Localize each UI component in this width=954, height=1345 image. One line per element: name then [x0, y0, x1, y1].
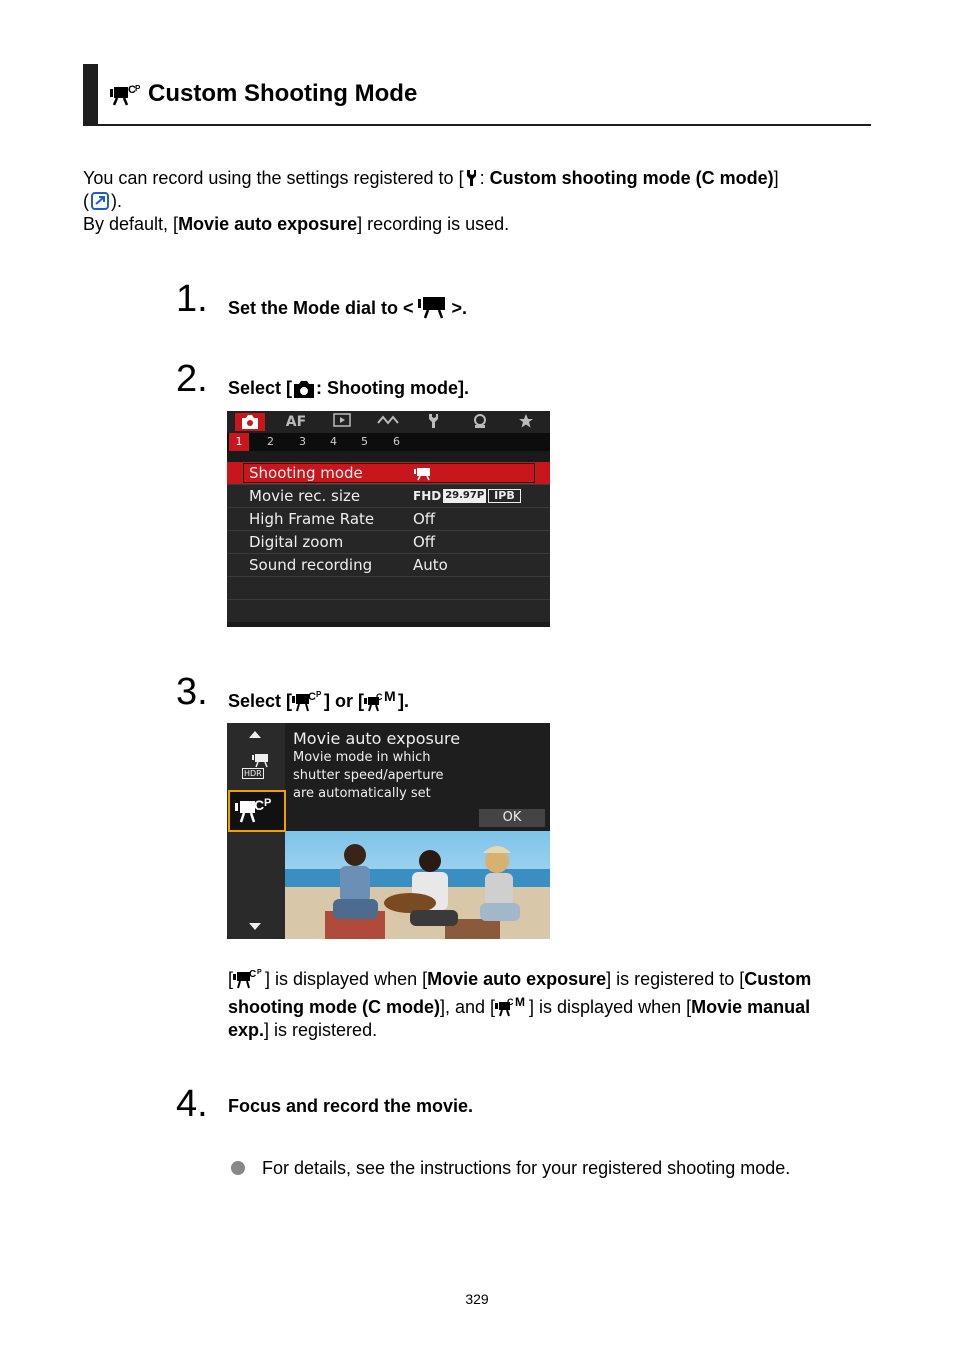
menu-tab-bar: [227, 411, 550, 433]
tab-af[interactable]: AF: [285, 414, 307, 430]
menu-row-movie-rec-size[interactable]: [227, 485, 550, 508]
svg-text:P: P: [316, 690, 322, 699]
wrench-icon: [427, 413, 441, 429]
movie-mode-icon[interactable]: [251, 752, 271, 768]
step-4-text: Focus and record the movie.: [228, 1096, 474, 1116]
tab-setup[interactable]: [425, 413, 443, 431]
intro-text: You can record using the settings registered to [: [83, 168, 464, 188]
page-5[interactable]: 5: [361, 435, 368, 448]
intro-line-2: [83, 190, 122, 213]
bullet-text: For details, see the instructions for your registered shooting mode.: [262, 1158, 791, 1178]
movie-custom-m-icon: [495, 995, 529, 1017]
movie-mode-icon: [416, 296, 450, 320]
page-4[interactable]: 4: [330, 435, 337, 448]
movie-rec-size-value: [413, 485, 521, 507]
intro-text: ] recording is used.: [357, 214, 510, 234]
note-bold: Custom: [744, 969, 812, 989]
playback-icon: [333, 413, 351, 427]
fps-label: 29.97P: [445, 490, 485, 501]
fhd-label: FHD: [413, 489, 442, 503]
wireless-icon: [376, 413, 400, 427]
intro-text: :: [479, 168, 490, 188]
step-3-label-end: ].: [398, 690, 410, 711]
link-icon[interactable]: [89, 191, 111, 211]
movie-mode-icon: [413, 465, 433, 487]
note-text: ] is displayed when [: [265, 969, 428, 989]
step-2-label-end: : Shooting mode].: [316, 378, 470, 398]
intro-text: By default, [: [83, 214, 179, 234]
ok-button[interactable]: OK: [479, 809, 545, 827]
note-text: ] is registered to [: [606, 969, 745, 989]
custom-function-icon: [471, 413, 489, 429]
movie-custom-p-icon: [292, 689, 324, 713]
page-6[interactable]: 6: [393, 435, 400, 448]
svg-text:C: C: [376, 692, 383, 702]
svg-text:P: P: [264, 797, 272, 809]
mode-desc-line: Movie mode in which: [293, 750, 431, 765]
mode-description: [293, 729, 460, 803]
sample-photo-friends-beach: [285, 831, 550, 939]
note-bold: Movie auto exposure: [427, 969, 607, 989]
step-1-label-end: >.: [451, 297, 468, 318]
camera-icon: [292, 379, 316, 399]
menu-row-high-frame-rate[interactable]: [227, 508, 550, 531]
movie-auto-exposure-ref: Movie auto exposure: [178, 214, 358, 234]
arrow-down-icon[interactable]: [248, 922, 262, 932]
title-accent-bar: [83, 64, 98, 125]
intro-text: (: [83, 191, 89, 211]
note-bold: exp.: [228, 1020, 265, 1040]
svg-text:C: C: [308, 691, 316, 703]
menu-row-sound-recording[interactable]: [227, 554, 550, 577]
selected-custom-mode[interactable]: [228, 790, 286, 832]
note-text: ] is displayed when [: [529, 997, 692, 1017]
mode-select-screenshot: [227, 723, 550, 939]
step-4-number: 4.: [176, 1083, 208, 1125]
bullet-dot: [231, 1161, 245, 1175]
tab-wireless[interactable]: [375, 413, 401, 431]
page-2[interactable]: 2: [267, 435, 274, 448]
mode-list-sidebar: [227, 723, 285, 939]
intro-text: ]: [773, 168, 779, 188]
menu-row-label: Digital zoom: [249, 533, 344, 551]
note-bold: Movie manual: [691, 997, 811, 1017]
menu-row-label: High Frame Rate: [249, 510, 375, 528]
page-title-text: Custom Shooting Mode: [148, 80, 418, 107]
menu-row-value: Off: [413, 510, 436, 528]
tab-my-menu[interactable]: [515, 413, 537, 431]
movie-custom-p-icon: [110, 81, 142, 107]
page-1[interactable]: 1: [229, 433, 249, 451]
step-2-label: Select [: [228, 378, 293, 398]
step-3-number: 3.: [176, 671, 208, 713]
star-icon: [518, 413, 534, 429]
tab-custom-functions[interactable]: [469, 413, 491, 431]
camera-icon: [240, 414, 260, 430]
note-text: ] is registered.: [264, 1020, 378, 1040]
menu-page-bar: [227, 433, 550, 451]
menu-row-empty: [227, 577, 550, 600]
step-1-text: [228, 296, 467, 320]
step-2-text: [228, 378, 469, 399]
menu-row-value: Off: [413, 533, 436, 551]
note-bold: shooting mode (C mode): [228, 997, 440, 1017]
intro-line-1: [83, 167, 779, 190]
movie-custom-p-icon: [234, 794, 278, 826]
svg-text:C: C: [249, 969, 257, 980]
mode-desc-line: shutter speed/aperture: [293, 768, 444, 783]
mode-heading: Movie auto exposure: [293, 729, 461, 748]
tab-shooting[interactable]: [235, 413, 265, 431]
svg-text:M: M: [515, 995, 526, 1009]
menu-row-empty: [227, 600, 550, 622]
step-1-number: 1.: [176, 278, 208, 320]
step-3-text: [228, 689, 409, 713]
menu-row-value: Auto: [413, 556, 448, 574]
step-3-label: Select [: [228, 690, 293, 711]
svg-text:C: C: [254, 797, 265, 813]
intro-text: ).: [111, 191, 122, 211]
title-underline: [83, 124, 871, 126]
svg-text:P: P: [135, 84, 141, 93]
custom-shooting-mode-ref: Custom shooting mode (C mode): [489, 168, 774, 188]
page-number: 329: [465, 1291, 489, 1307]
ipb-label: IPB: [488, 489, 521, 503]
page-3[interactable]: 3: [299, 435, 306, 448]
wrench-icon: [464, 169, 480, 187]
page-title: [110, 80, 417, 108]
note-line-2: [228, 995, 810, 1019]
menu-row-label: Shooting mode: [249, 464, 363, 482]
step-3-label-or: ] or [: [324, 690, 365, 711]
movie-custom-p-icon: [233, 967, 265, 989]
note-line-3: [228, 1019, 377, 1042]
tab-playback[interactable]: [331, 413, 353, 431]
note-line-1: [ C P ] is displayed when [Movie auto exposure] is registered to [Custom: [228, 969, 812, 989]
svg-text:P: P: [257, 969, 262, 976]
menu-row-label: Sound recording: [249, 556, 373, 574]
step-2-number: 2.: [176, 358, 208, 400]
shooting-menu-screenshot: [227, 411, 550, 627]
hdr-movie-icon[interactable]: HDR: [244, 769, 262, 778]
note-text: ], and [: [439, 997, 496, 1017]
svg-text:C: C: [128, 84, 136, 96]
movie-custom-m-icon: [364, 689, 398, 713]
svg-text:C: C: [507, 997, 514, 1007]
menu-row-digital-zoom[interactable]: [227, 531, 550, 554]
step-1-label: Set the Mode dial to <: [228, 297, 414, 318]
menu-row-label: Movie rec. size: [249, 487, 361, 505]
intro-line-3: [83, 213, 509, 236]
mode-desc-line: are automatically set: [293, 786, 431, 801]
menu-row-shooting-mode[interactable]: [227, 462, 550, 485]
arrow-up-icon[interactable]: [248, 729, 262, 739]
svg-text:M: M: [384, 689, 396, 704]
